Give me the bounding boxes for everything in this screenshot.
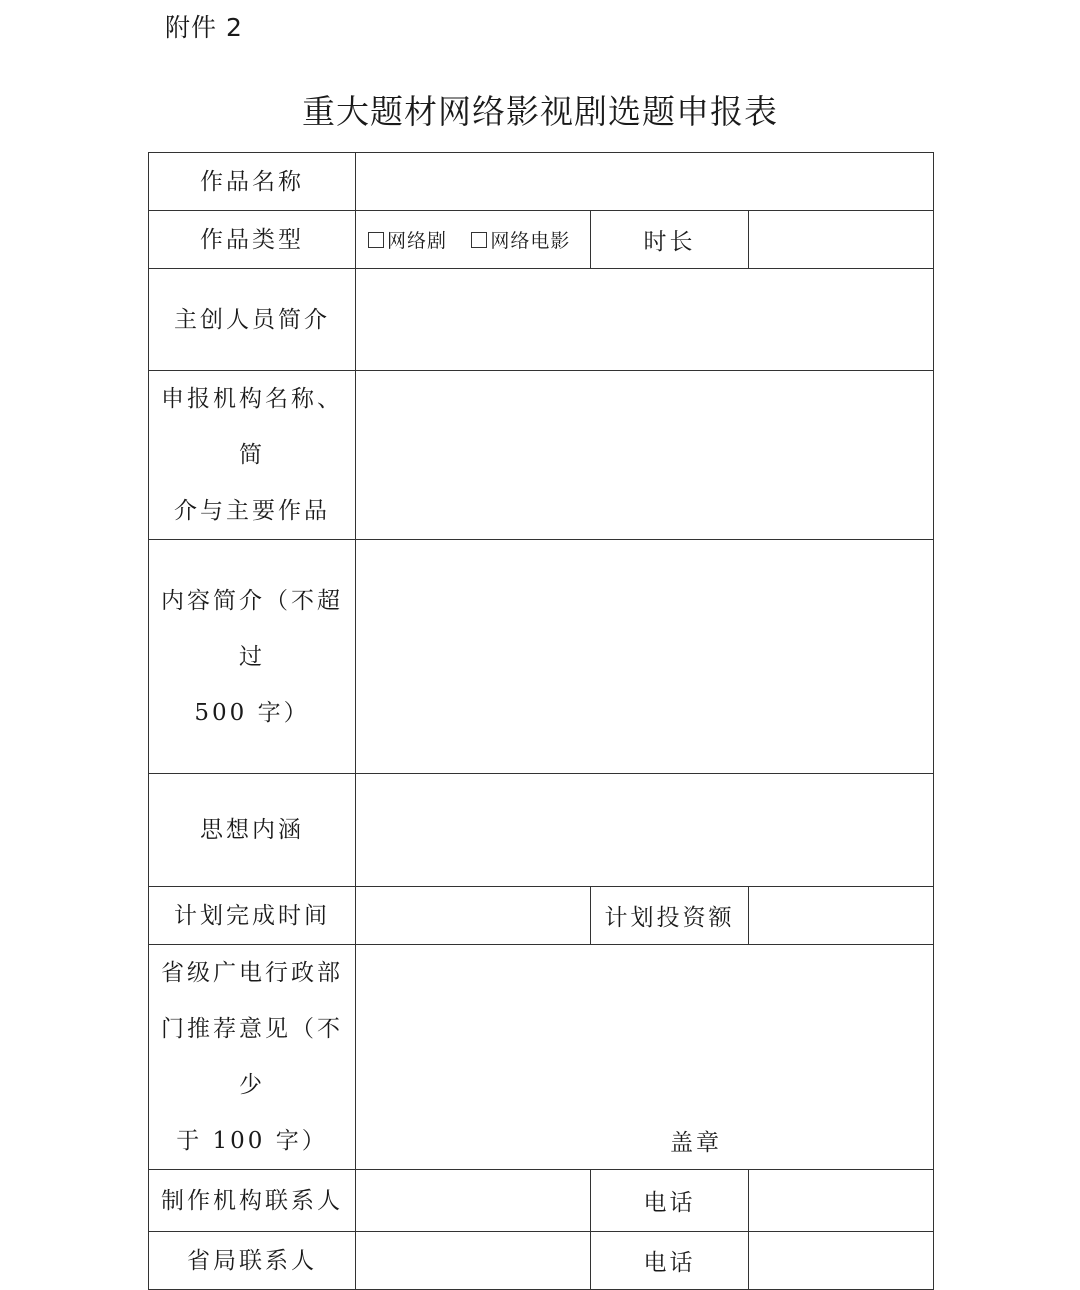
phone-label-1: 电话	[591, 1170, 749, 1232]
option-web-series[interactable]	[368, 226, 447, 253]
work-name-field[interactable]	[356, 153, 934, 211]
checkbox-icon[interactable]	[368, 232, 384, 248]
producer-phone-field[interactable]	[749, 1170, 934, 1232]
producer-contact-label: 制作机构联系人	[149, 1170, 356, 1232]
ideology-field[interactable]	[356, 774, 934, 887]
work-name-label: 作品名称	[149, 153, 356, 211]
recommendation-label-line3: 于 100 字）	[176, 1128, 328, 1154]
row-work-type	[149, 211, 934, 269]
option-web-movie-label: 网络电影	[490, 230, 571, 252]
duration-label: 时长	[591, 211, 749, 269]
creators-field[interactable]	[356, 269, 934, 371]
content-summary-label-line2: 500 字）	[194, 699, 310, 726]
recommendation-label-line1: 省级广电行政部	[161, 960, 343, 986]
content-summary-field[interactable]	[356, 540, 934, 774]
plan-time-label: 计划完成时间	[149, 887, 356, 945]
recommendation-label-line2: 门推荐意见（不少	[161, 1016, 343, 1098]
producer-contact-field[interactable]	[356, 1170, 591, 1232]
organization-label-line1: 申报机构名称、简	[161, 386, 343, 468]
row-content-summary	[149, 540, 934, 774]
content-summary-label	[149, 540, 356, 774]
organization-label	[149, 371, 356, 540]
organization-field[interactable]	[356, 371, 934, 540]
recommendation-field[interactable]	[356, 945, 934, 1170]
plan-invest-label: 计划投资额	[591, 887, 749, 945]
row-organization	[149, 371, 934, 540]
plan-invest-field[interactable]	[749, 887, 934, 945]
stamp-label: 盖章	[670, 1130, 722, 1156]
work-type-label: 作品类型	[149, 211, 356, 269]
content-summary-label-line1: 内容简介（不超过	[161, 587, 343, 670]
form-title: 重大题材网络影视剧选题申报表	[302, 92, 778, 131]
row-plan	[149, 887, 934, 945]
row-bureau-contact	[149, 1232, 934, 1290]
checkbox-icon[interactable]	[471, 232, 487, 248]
row-work-name	[149, 153, 934, 211]
bureau-contact-field[interactable]	[356, 1232, 591, 1290]
option-web-movie[interactable]	[471, 226, 570, 253]
ideology-label: 思想内涵	[149, 774, 356, 887]
row-producer-contact	[149, 1170, 934, 1232]
attachment-label: 附件 2	[165, 13, 243, 42]
row-ideology	[149, 774, 934, 887]
duration-field[interactable]	[749, 211, 934, 269]
creators-label: 主创人员简介	[149, 269, 356, 371]
row-recommendation	[149, 945, 934, 1170]
phone-label-2: 电话	[591, 1232, 749, 1290]
row-creators	[149, 269, 934, 371]
plan-time-field[interactable]	[356, 887, 591, 945]
recommendation-label	[149, 945, 356, 1170]
bureau-contact-label: 省局联系人	[149, 1232, 356, 1290]
organization-label-line2: 介与主要作品	[174, 498, 330, 524]
option-web-series-label: 网络剧	[387, 230, 448, 252]
application-form-table	[148, 152, 934, 1290]
bureau-phone-field[interactable]	[749, 1232, 934, 1290]
work-type-options	[356, 211, 591, 269]
